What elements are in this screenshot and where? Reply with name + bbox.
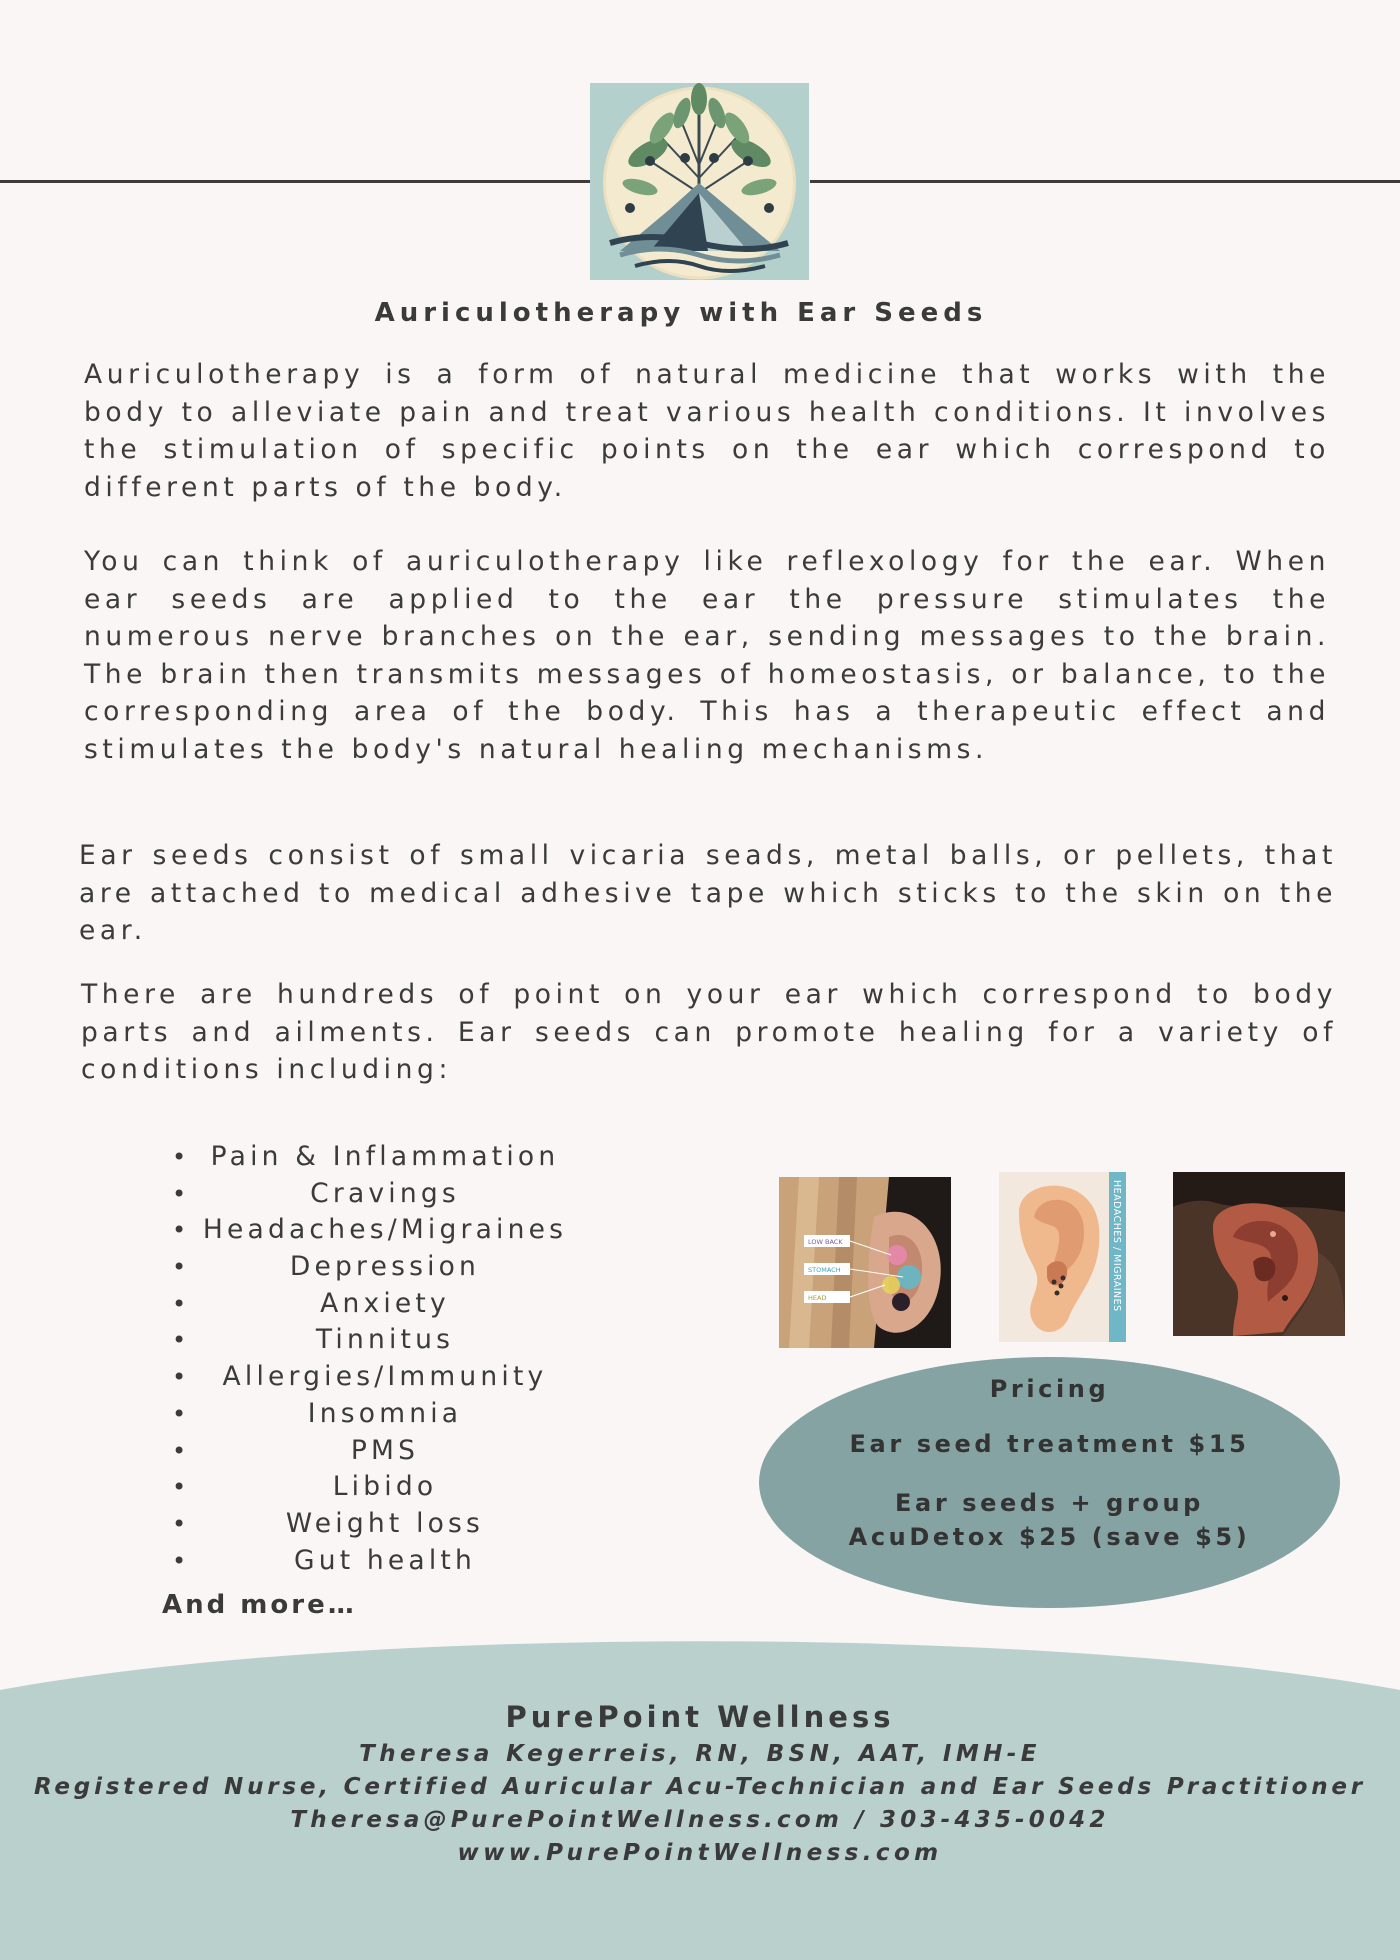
list-item: • Headaches/Migraines (170, 1212, 600, 1249)
practitioner-credentials: Registered Nurse, Certified Auricular Acu-Technician and Ear Seeds Practitioner (34, 1774, 1366, 1800)
list-item: • Weight loss (170, 1506, 600, 1543)
header-rule-left (0, 180, 590, 183)
list-item: • Insomnia (170, 1396, 600, 1433)
footer-band (0, 1640, 1400, 1960)
list-item: • Libido (170, 1469, 600, 1506)
pricing-oval (759, 1357, 1340, 1608)
list-item: • Anxiety (170, 1286, 600, 1323)
ear-chart-photo (779, 1177, 951, 1348)
list-item: • Gut health (170, 1543, 600, 1580)
pricing-heading: Pricing (989, 1375, 1110, 1403)
ear-closeup-photo (1173, 1172, 1345, 1336)
plant-mountain-logo (590, 83, 809, 280)
head-tag: HEAD (808, 1294, 827, 1302)
and-more-text: And more… (162, 1590, 357, 1620)
list-item: • Pain & Inflammation (170, 1139, 600, 1176)
website-link[interactable]: www.PurePointWellness.com (457, 1840, 943, 1866)
acudetox-price (759, 1486, 1340, 1554)
list-item: • Allergies/Immunity (170, 1359, 600, 1396)
conditions-list (170, 1139, 600, 1579)
low-back-tag: LOW BACK (808, 1238, 843, 1246)
practitioner-name: Theresa Kegerreis, RN, BSN, AAT, IMH-E (359, 1741, 1041, 1767)
contact-info: Theresa@PurePointWellness.com / 303-435-0042 (290, 1807, 1110, 1833)
header-rule-right (810, 180, 1400, 183)
list-item: • Tinnitus (170, 1322, 600, 1359)
acudetox-price-text: Ear seeds + group AcuDetox $25 (save $5) (848, 1489, 1251, 1551)
business-name: PurePoint Wellness (505, 1700, 895, 1734)
conditions-intro-paragraph: There are hundreds of point on your ear which correspond to body parts and ailments. Ear seeds can promote healing for a variety of conditions including: (81, 979, 1337, 1085)
ear-seed-price: Ear seed treatment $15 (849, 1430, 1250, 1458)
list-item: • Depression (170, 1249, 600, 1286)
stomach-tag: STOMACH (808, 1266, 841, 1274)
reflexology-paragraph: You can think of auriculotherapy like reflexology for the ear. When ear seeds are applied to the ear the pressure stimulates the numerous nerve branches on the ear, sending messages to the brain. The brain then transmits messages of homeostasis, or balance, to the corresponding area of the body. This has a therapeutic effect and stimulates the body's natural healing mechanisms. (84, 546, 1330, 765)
list-item: • Cravings (170, 1176, 600, 1213)
headaches-side-label: HEADACHES / MIGRAINES (1111, 1180, 1122, 1312)
headache-ear-photo (999, 1172, 1126, 1342)
intro-paragraph: Auriculotherapy is a form of natural medicine that works with the body to alleviate pain and treat various health conditions. It involves the stimulation of specific points on the ear which correspond to different parts of the body. (84, 359, 1330, 503)
page-title: Auriculotherapy with Ear Seeds (374, 298, 988, 328)
ear-seeds-paragraph: Ear seeds consist of small vicaria seads, metal balls, or pellets, that are attached to medical adhesive tape which sticks to the skin on the ear. (79, 840, 1337, 946)
list-item: • PMS (170, 1433, 600, 1470)
